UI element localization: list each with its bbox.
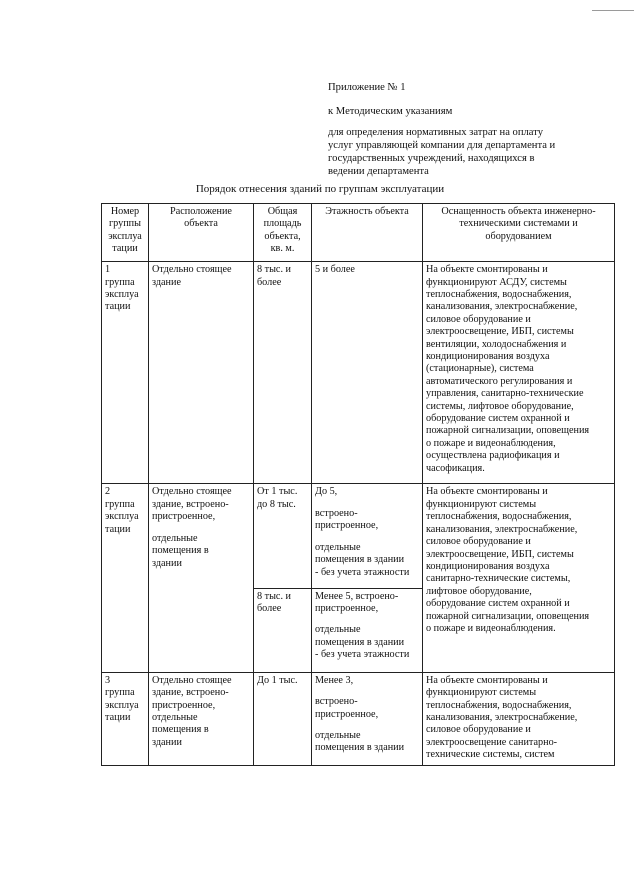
group-2-floors-1 xyxy=(312,484,423,588)
purpose-line: государственных учреждений, находящихся в xyxy=(328,153,535,164)
group-1-equipment xyxy=(423,262,615,484)
text-line: Отдельно стоящее xyxy=(152,486,232,498)
text-line: кондиционирования воздуха xyxy=(426,560,550,572)
text-line: пристроенное, xyxy=(315,708,379,720)
purpose-line: услуг управляющей компании для департамента и xyxy=(328,140,556,151)
text-line: кондиционирования воздуха xyxy=(426,350,550,362)
text-line: помещения в xyxy=(152,545,209,557)
scan-mark xyxy=(592,10,634,11)
text-line: теплоснабжения, водоснабжения, xyxy=(426,288,572,300)
text-line: о пожаре и видеонаблюдения, xyxy=(426,437,556,449)
text-line: 1 xyxy=(105,264,111,276)
text-line: группы xyxy=(109,218,141,230)
group-3-equipment xyxy=(423,672,615,765)
text-line: отдельные xyxy=(315,541,361,553)
text-line: здание, встроено- xyxy=(152,498,229,510)
text-line: отдельные xyxy=(152,532,198,544)
text-line: управления, санитарно-технические xyxy=(426,388,584,400)
text-line: эксплуа xyxy=(105,699,139,711)
text-line: вентиляции, холодоснабжения и xyxy=(426,338,567,350)
group-2-area-1 xyxy=(254,484,312,588)
text-line: электроосвещение, ИБП, системы xyxy=(426,326,574,338)
group-2-location xyxy=(149,484,254,672)
text-line: помещения в xyxy=(152,724,209,736)
text-line: оборудованием xyxy=(485,230,552,242)
group-3-floors xyxy=(312,672,423,765)
text-line: На объекте смонтированы и xyxy=(426,486,548,498)
text-line: тации xyxy=(105,523,131,535)
text-line: до 8 тыс. xyxy=(257,498,296,510)
text-line: отдельные xyxy=(315,730,361,742)
group-2-number xyxy=(102,484,149,672)
text-line: функционируют системы xyxy=(426,498,537,510)
text-line: группа xyxy=(105,498,135,510)
text-line: 3 xyxy=(105,674,111,686)
text-line: помещения в здании xyxy=(315,742,405,754)
text-line: функционируют АСДУ, системы xyxy=(426,276,567,288)
text-line: здании xyxy=(152,736,182,748)
purpose-line: для определения нормативных затрат на оплату xyxy=(328,127,544,138)
table-title: Порядок отнесения зданий по группам эксплуатации xyxy=(195,183,445,195)
header-location xyxy=(149,204,254,262)
text-line: Номер xyxy=(110,206,140,217)
text-line: На объекте смонтированы и xyxy=(426,674,548,686)
text-line: - без учета этажности xyxy=(315,566,410,578)
text-line: встроено- xyxy=(315,507,358,519)
group-1-location xyxy=(149,262,254,484)
text-line: пристроенное, xyxy=(152,511,216,523)
header-equipment xyxy=(423,204,615,262)
text-line: оборудование систем охранной и xyxy=(426,598,570,610)
header-group-number xyxy=(102,204,149,262)
text-line: эксплуа xyxy=(105,511,139,523)
text-line: пристроенное, xyxy=(152,699,216,711)
text-line: 8 тыс. и xyxy=(257,264,292,276)
text-line: силовое оборудование и xyxy=(426,724,531,736)
text-line: До 5, xyxy=(315,486,338,498)
text-line: объекта xyxy=(184,218,218,230)
text-line: Оснащенность объекта инженерно- xyxy=(441,206,596,217)
header-area xyxy=(254,204,312,262)
appendix-purpose xyxy=(328,126,578,178)
text-line: системы, лифтовое оборудование, xyxy=(426,400,574,412)
text-line: эксплуа xyxy=(108,230,142,242)
group-1-area xyxy=(254,262,312,484)
text-line: тации xyxy=(105,712,131,724)
purpose-line: ведении департамента xyxy=(328,166,429,177)
text-line: теплоснабжения, водоснабжения, xyxy=(426,699,572,711)
text-line: оборудование систем охранной и xyxy=(426,412,570,424)
text-line: более xyxy=(257,276,282,288)
text-line: 8 тыс. и xyxy=(257,590,292,602)
text-line: лифтовое оборудование, xyxy=(426,585,532,597)
text-line: более xyxy=(257,603,282,615)
text-line: 2 xyxy=(105,486,111,498)
text-line: техническими системами и xyxy=(459,218,578,230)
text-line: канализования, электроснабжение, xyxy=(426,523,578,535)
text-line: пожарной сигнализации, оповещения xyxy=(426,610,590,622)
text-line: Менее 3, xyxy=(315,674,354,686)
table-row-group-2 xyxy=(102,484,615,588)
header-floors xyxy=(312,204,423,262)
group-2-equipment xyxy=(423,484,615,672)
text-line: кв. м. xyxy=(270,243,295,255)
text-line: осуществлена радиофикация и xyxy=(426,450,560,462)
text-line: На объекте смонтированы и xyxy=(426,264,548,276)
text-line: тации xyxy=(112,243,138,255)
text-line: От 1 тыс. xyxy=(257,486,298,498)
text-line: здании xyxy=(152,557,182,569)
text-line: группа xyxy=(105,687,135,699)
text-line: электроосвещение санитарно- xyxy=(426,736,558,748)
text-line: функционируют системы xyxy=(426,687,537,699)
text-line: здание, встроено- xyxy=(152,687,229,699)
group-3-area xyxy=(254,672,312,765)
text-line: о пожаре и видеонаблюдения. xyxy=(426,622,556,634)
group-1-floors xyxy=(312,262,423,484)
text-line: эксплуа xyxy=(105,288,139,300)
exploitation-groups-table xyxy=(101,203,615,766)
text-line: силовое оборудование и xyxy=(426,313,531,325)
text-line: Менее 5, встроено- xyxy=(315,590,399,602)
text-line: 5 и более xyxy=(315,264,355,276)
text-line: автоматического регулирования и xyxy=(426,375,573,387)
text-line: отдельные xyxy=(152,712,198,724)
text-line: помещения в здании xyxy=(315,636,405,648)
text-line: площадь xyxy=(263,218,302,230)
text-line: встроено- xyxy=(315,696,358,708)
text-line: группа xyxy=(105,276,135,288)
table-row-group-3 xyxy=(102,672,615,765)
text-line: канализования, электроснабжение, xyxy=(426,712,578,724)
text-line: теплоснабжения, водоснабжения, xyxy=(426,511,572,523)
text-line: - без учета этажности xyxy=(315,649,410,661)
text-line: здание xyxy=(152,276,181,288)
text-line: пристроенное, xyxy=(315,603,379,615)
text-line: (стационарные), система xyxy=(426,363,534,375)
group-2-area-2 xyxy=(254,588,312,672)
text-line: пристроенное, xyxy=(315,520,379,532)
text-line: пожарной сигнализации, оповещения xyxy=(426,425,590,437)
text-line: объекта, xyxy=(264,230,301,242)
group-3-location xyxy=(149,672,254,765)
text-line: Расположение xyxy=(170,206,232,217)
table-header-row xyxy=(102,204,615,262)
text-line: До 1 тыс. xyxy=(257,674,298,686)
group-2-floors-2 xyxy=(312,588,423,672)
text-line: технические системы, систем xyxy=(426,749,555,761)
appendix-subtitle: к Методическим указаниям xyxy=(328,106,453,117)
text-line: отдельные xyxy=(315,624,361,636)
text-line: силовое оборудование и xyxy=(426,536,531,548)
text-line: часофикация. xyxy=(426,462,485,474)
text-line: Общая xyxy=(267,206,298,217)
text-line: Отдельно стоящее xyxy=(152,674,232,686)
text-line: Этажность объекта xyxy=(325,206,409,217)
table-row-group-1 xyxy=(102,262,615,484)
text-line: канализования, электроснабжение, xyxy=(426,301,578,313)
text-line: санитарно-технические системы, xyxy=(426,573,571,585)
group-3-number xyxy=(102,672,149,765)
text-line: помещения в здании xyxy=(315,554,405,566)
text-line: электроосвещение, ИБП, системы xyxy=(426,548,574,560)
text-line: тации xyxy=(105,301,131,313)
appendix-title: Приложение № 1 xyxy=(328,82,406,93)
text-line: Отдельно стоящее xyxy=(152,264,232,276)
group-1-number xyxy=(102,262,149,484)
